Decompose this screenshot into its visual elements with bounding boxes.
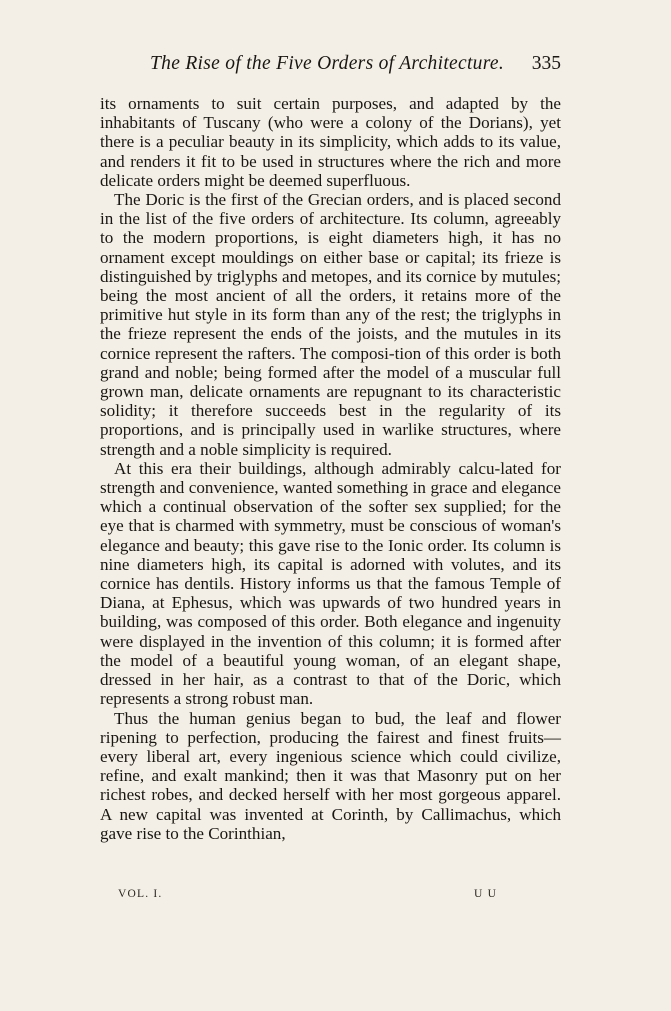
page-footer — [100, 888, 561, 904]
body-text — [100, 94, 561, 843]
running-header — [100, 53, 561, 77]
page-number: 335 — [531, 53, 561, 74]
paragraph-tuscan-continued: its ornaments to suit certain purposes, and adapted by the inhabitants of Tuscany (who were a colony of the Dorians), yet there is a peculiar beauty in its simplicity, which adds to its value, and renders it fit to be used in structures where the rich and more delicate orders might be deemed superfluous. — [100, 94, 561, 190]
paragraph-doric: The Doric is the first of the Grecian orders, and is placed second in the list of the five orders of architecture. Its column, agreeably to the modern proportions, is eight diameters high, it has no ornament except mouldings on either base or capital; its frieze is distinguished by triglyphs and metopes, and its cornice by mutules; being the most ancient of all the orders, it retains more of the primitive hut style in its form than any of the rest; the triglyphs in the frieze represent the ends of the joists, and the mutules in its cornice represent the rafters. The composi-tion of this order is both grand and noble; being formed after the model of a muscular full grown man, delicate ornaments are repugnant to its characteristic solidity; it therefore succeeds best in the regularity of its proportions, and is principally used in warlike structures, where strength and a noble simplicity is required. — [100, 190, 561, 459]
volume-signature: VOL. I. — [118, 888, 163, 900]
paragraph-ionic: At this era their buildings, although admirably calcu-lated for strength and convenience, wanted something in grace and elegance which a continual observation of the softer sex supplied; for the eye that is charmed with symmetry, must be conscious of woman's elegance and beauty; this gave rise to the Ionic order. Its column is nine diameters high, its capital is adorned with volutes, and its cornice has dentils. History informs us that the famous Temple of Diana, at Ephesus, which was upwards of two hundred years in building, was composed of this order. Both elegance and ingenuity were displayed in the invention of this column; it is formed after the model of a beautiful young woman, of an elegant shape, dressed in her hair, as a contrast to that of the Doric, which represents a strong robust man. — [100, 458, 561, 709]
paragraph-corinthian: Thus the human genius began to bud, the leaf and flower ripening to perfection, producing the fairest and finest fruits—every liberal art, every ingenious science which could civilize, refine, and exalt mankind; then it was that Masonry put on her richest robes, and decked herself with her most gorgeous apparel. A new capital was invented at Corinth, by Callimachus, which gave rise to the Corinthian, — [100, 708, 561, 843]
sheet-signature: U U — [474, 888, 498, 900]
running-title: The Rise of the Five Orders of Architecture. — [150, 53, 505, 74]
